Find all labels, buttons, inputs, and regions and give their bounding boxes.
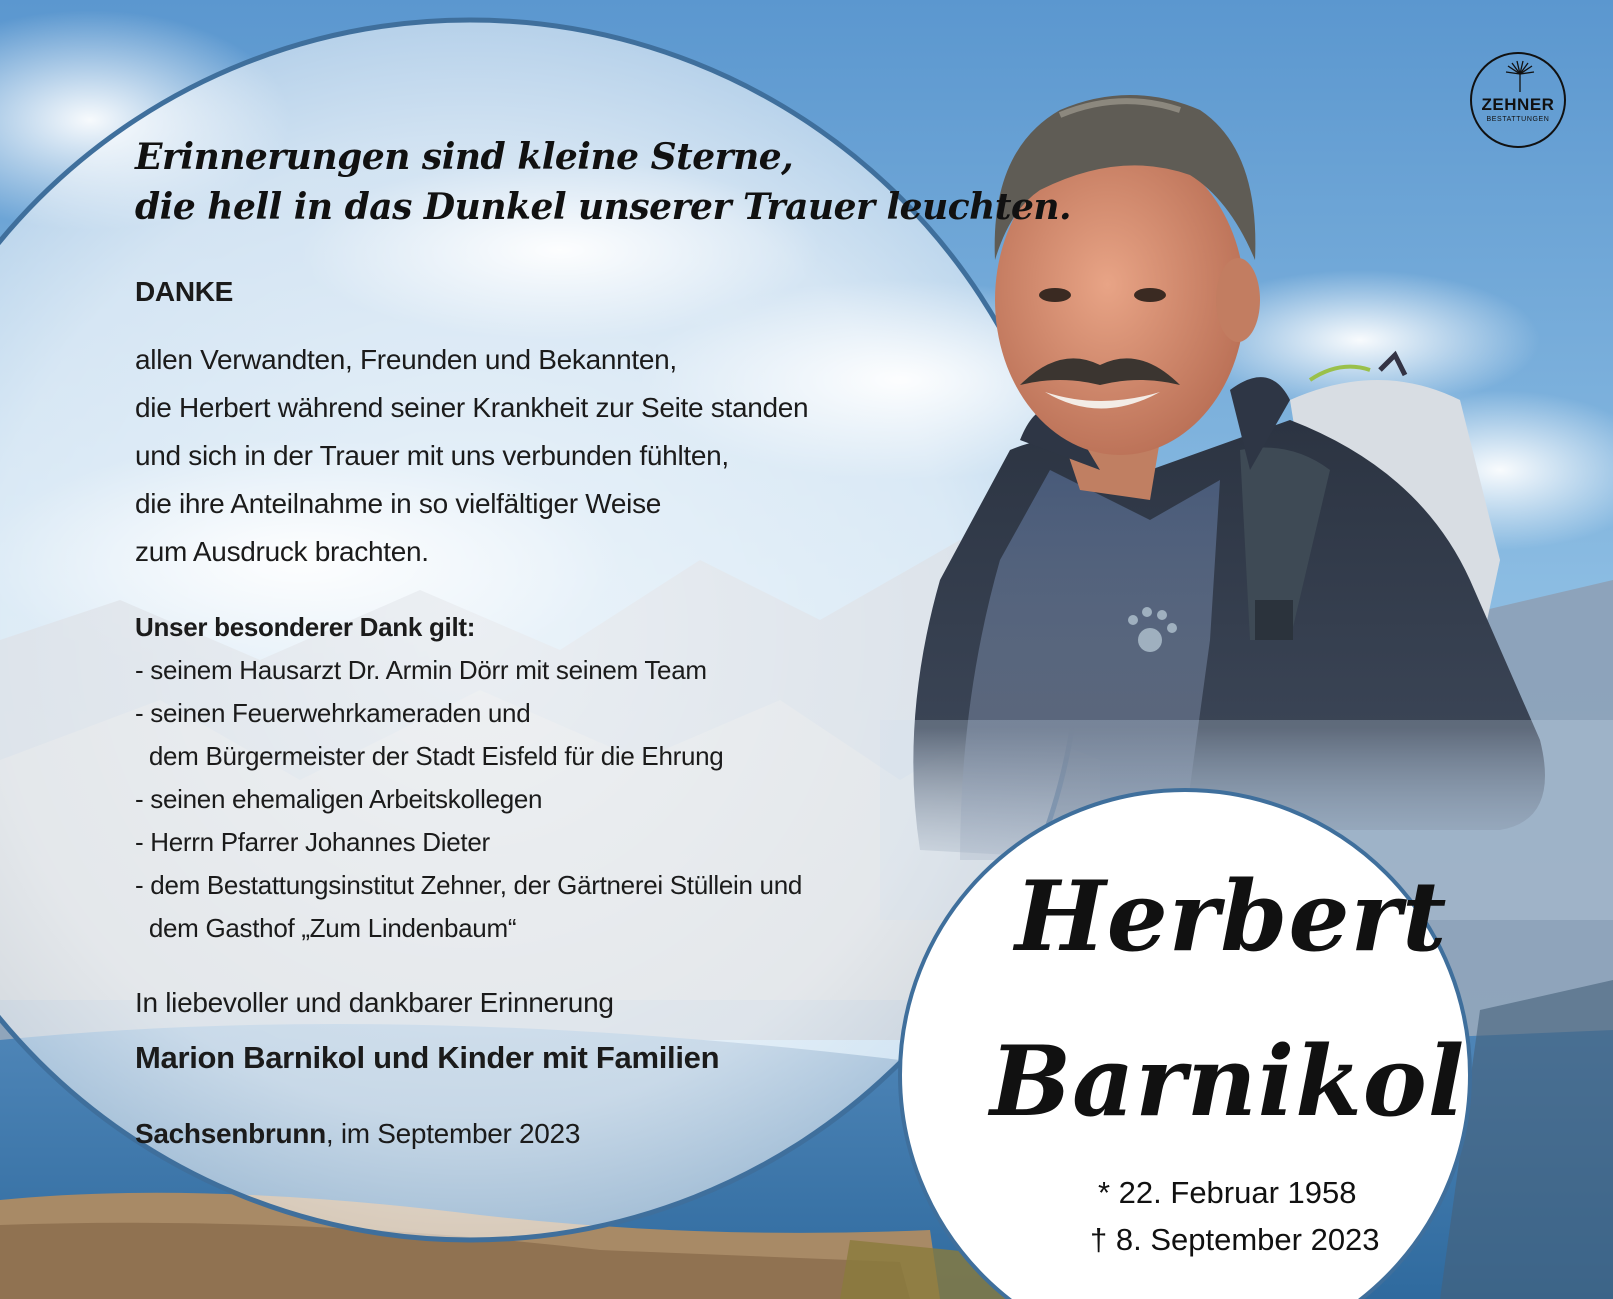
thanks-heading: DANKE xyxy=(135,276,234,307)
death-date: † 8. September 2023 xyxy=(1090,1222,1380,1257)
thanks-line: allen Verwandten, Freunden und Bekannten, xyxy=(135,344,677,375)
zehner-logo xyxy=(1470,52,1566,148)
thanks-line: und sich in der Trauer mit uns verbunden fühlten, xyxy=(135,440,729,471)
place: Sachsenbrunn xyxy=(135,1118,326,1149)
dandelion-icon xyxy=(1505,60,1535,94)
special-heading: Unser besonderer Dank gilt: xyxy=(135,612,476,642)
quote-line-1: Erinnerungen sind kleine Sterne, xyxy=(135,136,794,178)
special-item: - seinen Feuerwehrkameraden und xyxy=(135,698,531,728)
special-item: - seinem Hausarzt Dr. Armin Dörr mit seinem Team xyxy=(135,655,707,685)
family-signature: Marion Barnikol und Kinder mit Familien xyxy=(135,1040,720,1075)
special-item: - Herrn Pfarrer Johannes Dieter xyxy=(135,827,490,857)
special-item: - dem Bestattungsinstitut Zehner, der Gärtnerei Stüllein und xyxy=(135,870,803,900)
first-name: Herbert xyxy=(1015,860,1448,973)
date: , im September 2023 xyxy=(325,1118,581,1149)
thanks-line: die ihre Anteilnahme in so vielfältiger Weise xyxy=(135,488,662,519)
special-item: - seinen ehemaligen Arbeitskollegen xyxy=(135,784,543,814)
closing-line: In liebevoller und dankbarer Erinnerung xyxy=(135,987,614,1018)
logo-name: ZEHNER xyxy=(1481,95,1555,114)
last-name: Barnikol xyxy=(990,1025,1466,1138)
thanks-line: zum Ausdruck brachten. xyxy=(135,536,429,567)
special-item: dem Bürgermeister der Stadt Eisfeld für die Ehrung xyxy=(135,741,724,771)
logo-subtitle: BESTATTUNGEN xyxy=(1486,116,1550,123)
place-date xyxy=(135,1118,580,1150)
special-item: dem Gasthof „Zum Lindenbaum“ xyxy=(135,913,517,943)
thanks-line: die Herbert während seiner Krankheit zur Seite standen xyxy=(135,392,809,423)
quote-line-2: die hell in das Dunkel unserer Trauer leuchten. xyxy=(135,186,1072,228)
birth-date: * 22. Februar 1958 xyxy=(1098,1175,1357,1210)
